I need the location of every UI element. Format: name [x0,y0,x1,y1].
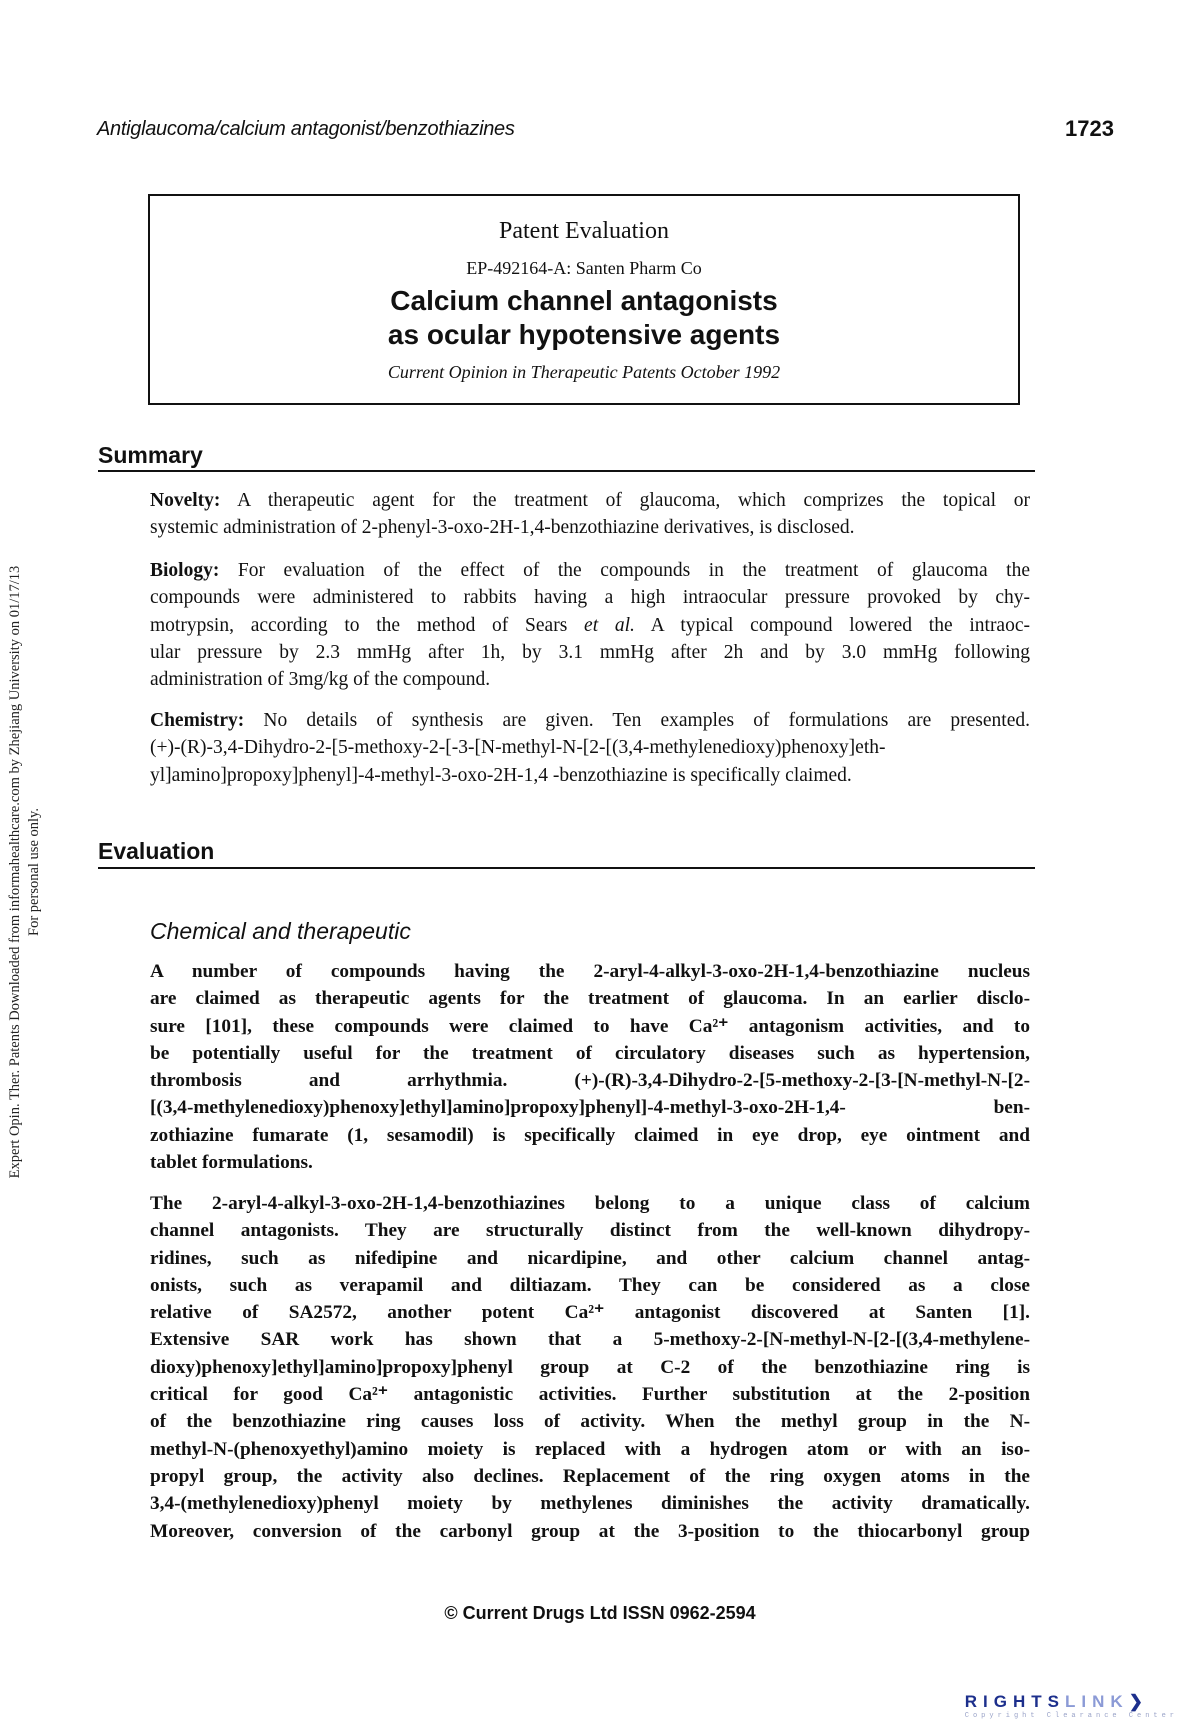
evaluation-heading: Evaluation [98,838,215,864]
text-line: The 2-aryl-4-alkyl-3-oxo-2H-1,4-benzothiazines belong to a unique class of calcium [150,1193,1030,1214]
text-line: are claimed as therapeutic agents for the treatment of glaucoma. In an earlier disclo- [150,988,1030,1010]
rightslink-logo[interactable] [965,1692,1178,1720]
journal-citation: Current Opinion in Therapeutic Patents October 1992 [387,362,781,382]
rightslink-wordmark: RIGHTSLINK❯ [964,1692,1143,1711]
copyright-footer: © Current Drugs Ltd ISSN 0962-2594 [444,1603,756,1623]
text-line: propyl group, the activity also declines. Replacement of the ring oxygen atoms in the [150,1465,1030,1487]
chemistry-label: Chemistry: [150,710,245,731]
notice-line: For personal use only. [26,808,42,936]
text: A therapeutic agent for the treatment of glaucoma, which comprizes the topical or [220,490,1030,511]
title-line: as ocular hypotensive agents [387,319,781,350]
rightslink-tagline: Copyright Clearance Center [964,1712,1178,1720]
text-line: ridines, such as nifedipine and nicardipine, and other calcium channel antag- [150,1247,1030,1269]
text-line: A number of compounds having the 2-aryl-4-alkyl-3-oxo-2H-1,4-benzothiazine nucleus [150,961,1030,982]
text-line: compounds were administered to rabbits having a high intraocular pressure provoked by chy- [150,587,1030,609]
biology-paragraph [150,557,1030,693]
subheading: Chemical and therapeutic [150,918,411,944]
text-line: Extensive SAR work has shown that a 5-methoxy-2-[N-methyl-N-[2-[(3,4-methylene- [150,1329,1030,1351]
text-line: of the benzothiazine ring causes loss of activity. When the methyl group in the N- [150,1411,1030,1433]
text-line: be potentially useful for the treatment of circulatory diseases such as hypertension, [150,1042,1030,1064]
text-line: administration of 3mg/kg of the compound. [150,669,491,691]
text-line: sure [101], these compounds were claimed to have Ca²⁺ antagonism activities, and to [150,1015,1030,1037]
evaluation-paragraph-1 [150,958,1030,1176]
text-line: (+)-(R)-3,4-Dihydro-2-[5-methoxy-2-[-3-[N-methyl-N-[2-[(3,4-methylenedioxy)phenoxy]eth- [150,737,886,759]
novelty-paragraph [150,487,1030,542]
page-number: 1723 [1065,116,1114,141]
text-line: critical for good Ca²⁺ antagonistic activities. Further substitution at the 2-position [150,1384,1030,1406]
text: For evaluation of the effect of the compounds in the treatment of glaucoma the [219,560,1030,581]
patent-number: EP-492164-A: Santen Pharm Co [466,258,702,278]
patent-evaluation-box [148,194,1020,405]
text-line: relative of SA2572, another potent Ca²⁺ antagonist discovered at Santen [1]. [150,1302,1030,1324]
article-title [150,284,1018,352]
divider [98,867,1035,869]
title-line: Calcium channel antagonists [390,285,778,316]
text-line: thrombosis and arrhythmia. (+)-(R)-3,4-Dihydro-2-[5-methoxy-2-[3-[N-methyl-N-[2- [150,1070,1030,1092]
text-line: 3,4-(methylenedioxy)phenyl moiety by methylenes diminishes the activity dramatically. [150,1493,1030,1515]
text-line: tablet formulations. [150,1152,313,1174]
text-line: channel antagonists. They are structurally distinct from the well-known dihydropy- [150,1220,1030,1242]
text-line: onists, such as verapamil and diltiazam. They can be considered as a close [150,1274,1030,1296]
notice-line: Expert Opin. Ther. Patents Downloaded from informahealthcare.com by Zhejiang University on 01/17/13 [7,565,23,1179]
text-line: methyl-N-(phenoxyethyl)amino moiety is replaced with a hydrogen atom or with an iso- [150,1438,1030,1460]
chemistry-paragraph [150,707,1030,789]
summary-heading: Summary [98,442,203,468]
text-line: dioxy)phenoxy]ethyl]amino]propoxy]phenyl group at C-2 of the benzothiazine ring is [150,1356,1030,1378]
divider [98,470,1035,472]
text-line: ular pressure by 2.3 mmHg after 1h, by 3.1 mmHg after 2h and by 3.0 mmHg following [150,641,1030,663]
text-line: Moreover, conversion of the carbonyl group at the 3-position to the thiocarbonyl group [150,1520,1030,1542]
box-kicker: Patent Evaluation [499,218,669,244]
download-notice [6,512,44,1232]
novelty-label: Novelty: [150,490,221,511]
text-line: yl]amino]propoxy]phenyl]-4-methyl-3-oxo-2H-1,4 -benzothiazine is specifically claimed. [150,764,852,786]
text-line: zothiazine fumarate (1, sesamodil) is specifically claimed in eye drop, eye ointment and [150,1124,1030,1146]
biology-label: Biology: [150,560,220,581]
evaluation-paragraph-2 [150,1190,1030,1545]
text-line: motrypsin, according to the method of Sears et al. A typical compound lowered the intraoc- [150,614,1030,636]
text: No details of synthesis are given. Ten examples of formulations are presented. [244,710,1030,731]
text-line: systemic administration of 2-phenyl-3-oxo-2H-1,4-benzothiazine derivatives, is disclosed. [150,517,855,539]
running-title: Antiglaucoma/calcium antagonist/benzothiazines [97,118,515,140]
text-line: [(3,4-methylenedioxy)phenoxy]ethyl]amino]propoxy]phenyl]-4-methyl-3-oxo-2H-1,4- ben- [150,1097,1030,1119]
